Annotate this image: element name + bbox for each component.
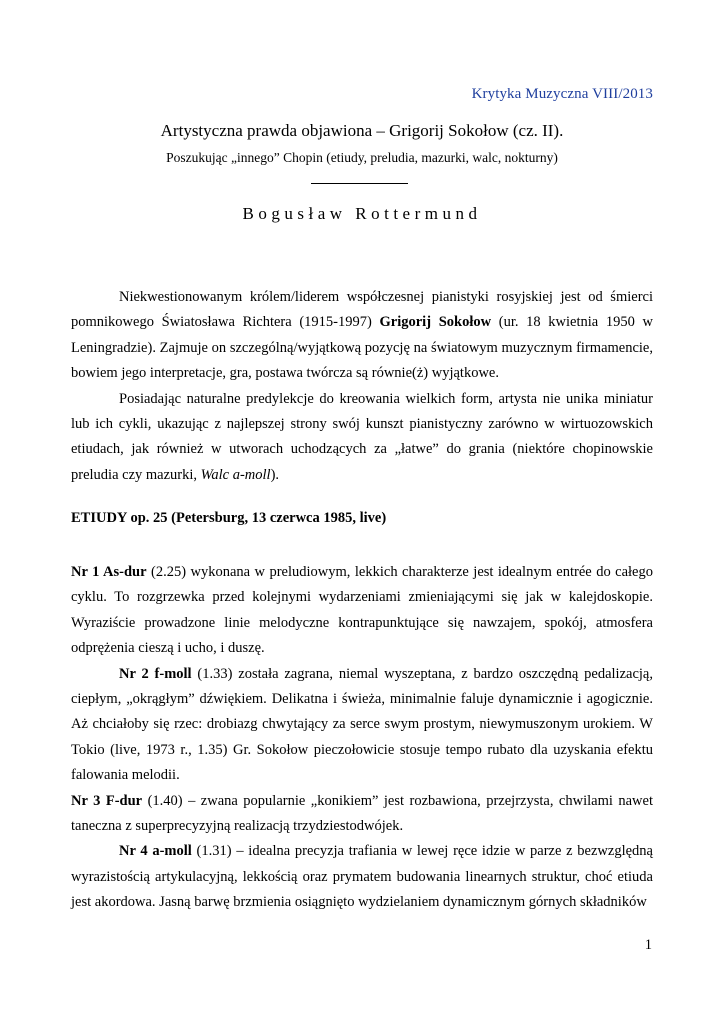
etude-1-label: Nr 1 As-dur [71,564,147,580]
journal-header: Krytyka Muzyczna VIII/2013 [471,86,653,102]
article-title: Artystyczna prawda objawiona – Grigorij Sokołow (cz. II). [160,121,564,140]
title-divider [311,183,408,184]
etude-4-label: Nr 4 a-moll [119,843,192,860]
intro-p2-italic: Walc a-moll [200,466,271,483]
etude-4-text: (1.31) – idealna precyzja trafiania w lewej ręce idzie w parze z bezwzględną wyrazistością artykulacyjną, lekkością oraz prymatem budowania linearnych struktur, choć etiuda jest akordowa. Jasną barwę brzmienia osiągnięto wydzielaniem dynamicznym górnych składników [71,843,653,911]
intro-p1-text-b: (ur. 18 kwietnia 1950 w Leningradzie). Zajmuje on szczególną/wyjątkową pozycję na światowym muzycznym firmamencie, bowiem jego interpretacje, gra, postawa twórcza są równie(ż) wyjątkowe. [71,314,653,382]
intro-p1-name: Grigorij Sokołow [379,314,492,331]
etude-1-text: (2.25) wykonana w preludiowym, lekkich charakterze jest idealnym entrée do całego cyklu. To rozgrzewka przed kolejnymi wydarzeniami zmieniającymi się jak w kalejdoskopie. Wyraziście prowadzone linie melodyczne kontrapunktujące się nawzajem, spokój, atmosfera odprężenia cieszą i ucho, i duszę. [71,564,653,657]
etude-2-text: (1.33) została zagrana, niemal wyszeptana, z bardzo oszczędną pedalizacją, ciepłym, „okrągłym” dźwiękiem. Delikatna i świeża, minimalnie faluje dynamicznie i agogicznie. Aż chciałoby się rzec: drobiazg chwytający za serce swym prostym, niewymuszonym urokiem. W Tokio (live, 1973 r., 1.35) Gr. Sokołow pieczołowicie stosuje tempo rubato dla uzyskania efektu falowania melodii. [71,665,653,784]
etude-paragraph-2 [71,662,653,789]
section-heading: ETIUDY op. 25 (Petersburg, 13 czerwca 1985, live) [71,510,387,526]
intro-section [71,285,653,488]
page-number: 1 [644,937,652,953]
intro-p2-text-b: ). [270,466,280,483]
etudes-section [71,560,653,916]
author-name: Bogusław Rottermund [242,204,482,223]
etude-3-label: Nr 3 F-dur [71,792,143,809]
intro-p2-text-a: Posiadając naturalne predylekcje do kreowania wielkich form, artysta nie unika miniatur lub ich cykli, ukazując z najlepszej strony swój kunszt pianistyczny zarówno w wirtuozowskich etiudach, jak również w utworach uchodzących za „łatwe” do grania (niektóre chopinowskie preludia czy mazurki, [71,390,653,483]
intro-p1-text-a: Niekwestionowanym królem/liderem współczesnej pianistyki rosyjskiej jest od śmierci pomnikowego Światosława Richtera (1915-1997) [71,289,653,331]
etude-paragraph-3 [71,789,653,840]
etude-2-label: Nr 2 f-moll [119,665,192,682]
intro-paragraph-2 [71,387,653,489]
etude-3-text: (1.40) – zwana popularnie „konikiem” jest rozbawiona, przejrzysta, chwilami nawet taneczna z superprecyzyjną realizacją trzydziestodwójek. [71,792,653,835]
etude-paragraph-4 [71,839,653,915]
etude-paragraph-1 [71,560,653,662]
article-subtitle: Poszukując „innego” Chopin (etiudy, preludia, mazurki, walc, nokturny) [166,150,558,165]
intro-paragraph-1 [71,285,653,387]
